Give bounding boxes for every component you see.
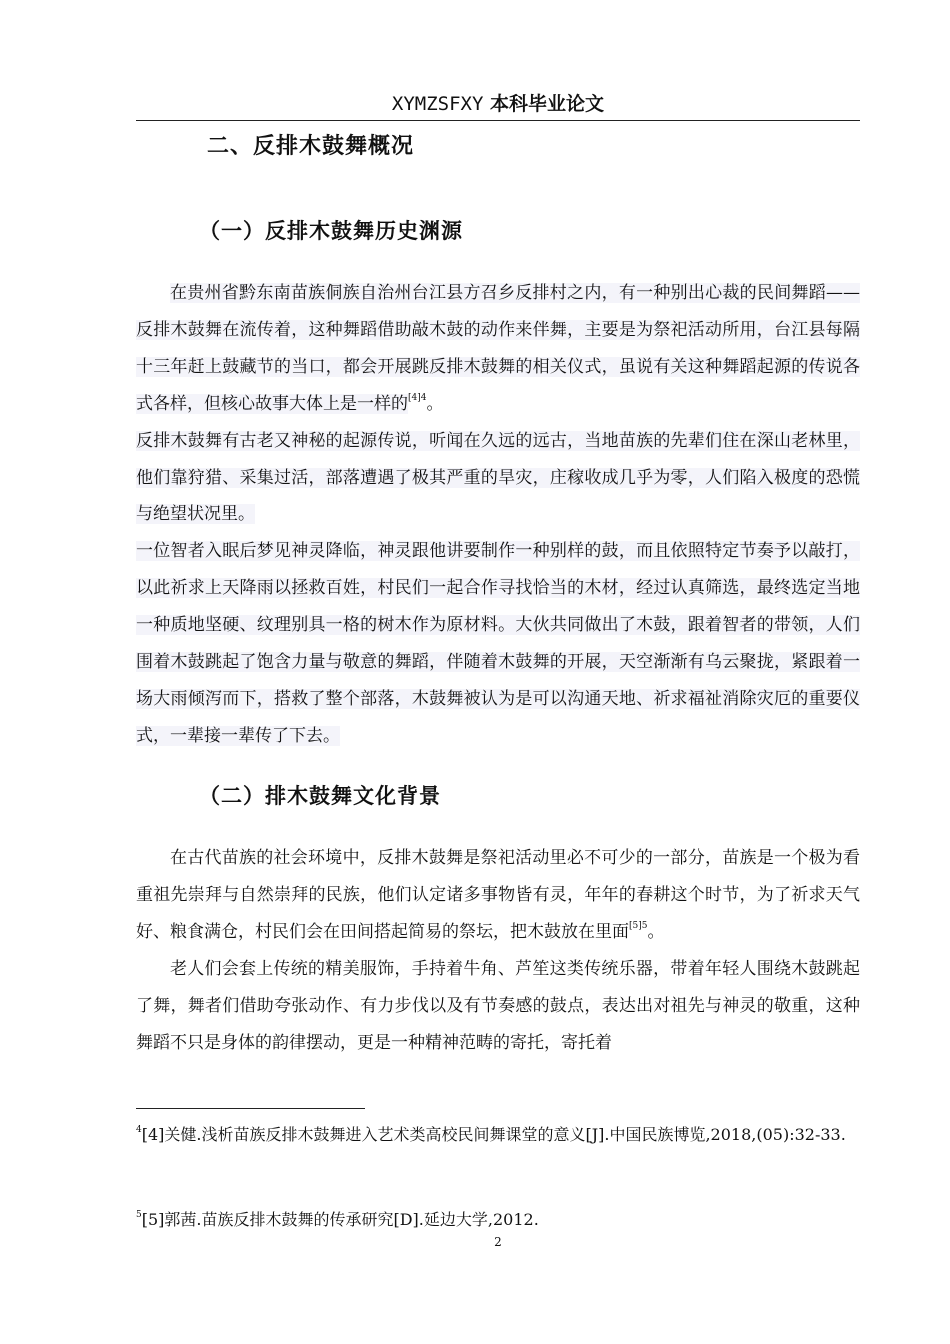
paragraph-text: 一位智者入眠后梦见神灵降临，神灵跟他讲要制作一种别样的鼓，而且依照特定节奏予以敲打，以此祈求上天降雨以拯救百姓，村民们一起合作寻找恰当的木材，经过认真筛选，最终选定当地一种质地坚硬、纹理别具一格的树木作为原材料。大伙共同做出了木鼓，跟着智者的带领，人们围着木鼓跳起了饱含力量与敬意的舞蹈，伴随着木鼓舞的开展，天空渐渐有乌云聚拢，紧跟着一场大雨倾泻而下，搭救了整个部落，木鼓舞被认为是可以沟通天地、祈求福祉消除灾厄的重要仪式，一辈接一辈传了下去。 [136, 541, 860, 746]
subsection-title-2: （二）排木鼓舞文化背景 [199, 784, 441, 808]
footnote-ref: 5 [641, 921, 648, 932]
header-cjk: 本科毕业论文 [483, 93, 605, 115]
header-latin: XYMZSFXY [391, 93, 484, 115]
page-number: 2 [494, 1235, 502, 1249]
section-title: 二、反排木鼓舞概况 [207, 134, 415, 159]
footnote-mark: 4 [136, 1124, 142, 1135]
paragraph [136, 423, 860, 534]
paragraph [136, 951, 860, 1062]
citation: [4] [408, 393, 421, 404]
paragraph-end: 。 [426, 393, 444, 414]
subsection-title-1: （一）反排木鼓舞历史渊源 [199, 219, 463, 243]
footnote-separator [136, 1108, 365, 1109]
footnote-ref: 4 [420, 393, 427, 404]
paragraph [136, 275, 860, 423]
paragraph-text: 老人们会套上传统的精美服饰，手持着牛角、芦笙这类传统乐器，带着年轻人围绕木鼓跳起了舞，舞者们借助夸张动作、有力步伐以及有节奏感的鼓点，表达出对祖先与神灵的敬重，这种舞蹈不只是身体的韵律摆动，更是一种精神范畴的寄托，寄托着 [136, 958, 860, 1053]
citation: [5] [629, 921, 642, 932]
footnote-text: [4]关健.浅析苗族反排木鼓舞进入艺术类高校民间舞课堂的意义[J].中国民族博览,2018,(05):32-33. [141, 1125, 846, 1144]
subsection-1-body [136, 275, 860, 755]
paragraph-text: 在古代苗族的社会环境中，反排木鼓舞是祭祀活动里必不可少的一部分，苗族是一个极为看重祖先崇拜与自然崇拜的民族，他们认定诸多事物皆有灵，年年的春耕这个时节，为了祈求天气好、粮食满仓，村民们会在田间搭起简易的祭坛，把木鼓放在里面 [136, 848, 860, 942]
footnote-5 [136, 1205, 860, 1235]
header-rule [136, 120, 860, 121]
running-header [136, 92, 860, 116]
paragraph [136, 533, 860, 754]
subsection-2-body [136, 840, 860, 1061]
paragraph-end: 。 [647, 921, 665, 942]
footnote-text: [5]郭茜.苗族反排木鼓舞的传承研究[D].延边大学,2012. [141, 1210, 539, 1229]
paragraph-text: 反排木鼓舞有古老又神秘的起源传说，听闻在久远的远古，当地苗族的先辈们住在深山老林里，他们靠狩猎、采集过活，部落遭遇了极其严重的旱灾，庄稼收成几乎为零，人们陷入极度的恐慌与绝望状况里。 [136, 430, 860, 525]
footnote-mark: 5 [136, 1209, 142, 1220]
footnote-4 [136, 1120, 860, 1150]
paragraph-text: 在贵州省黔东南苗族侗族自治州台江县方召乡反排村之内，有一种别出心裁的民间舞蹈——反排木鼓舞在流传着，这种舞蹈借助敲木鼓的动作来伴舞，主要是为祭祀活动所用，台江县每隔十三年赶上鼓藏节的当口，都会开展跳反排木鼓舞的相关仪式，虽说有关这种舞蹈起源的传说各式各样，但核心故事大体上是一样的 [136, 283, 860, 414]
paragraph [136, 840, 860, 951]
